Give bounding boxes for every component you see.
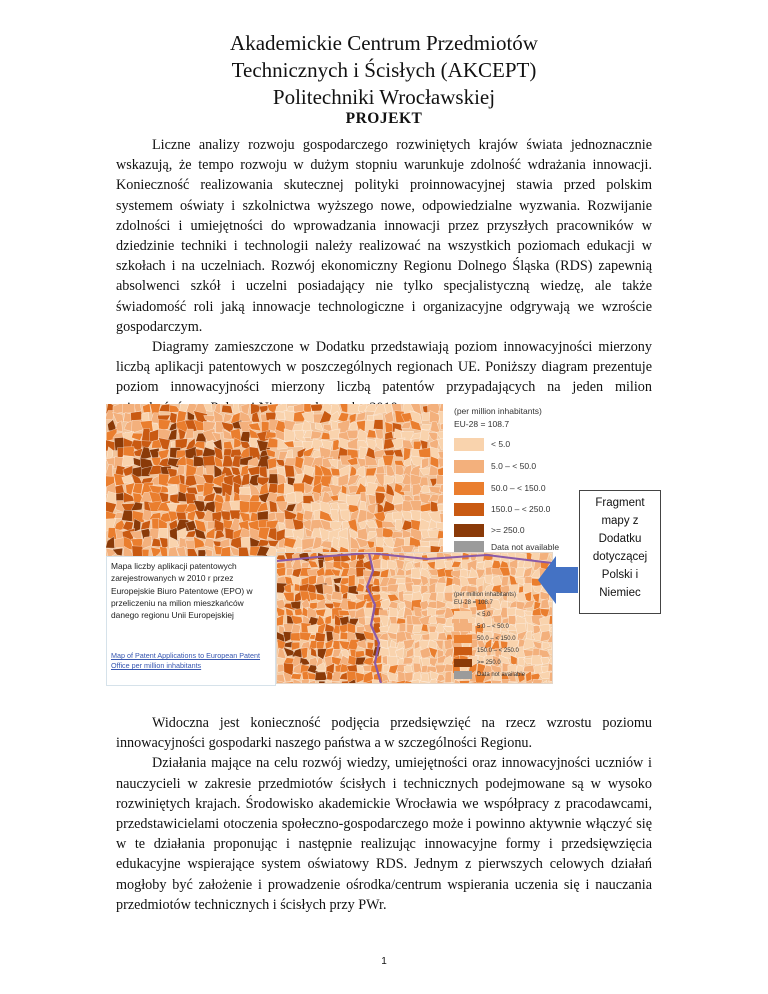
map-region (367, 531, 377, 540)
intro-text (116, 135, 652, 418)
map-region (401, 422, 412, 429)
map-region (346, 496, 360, 506)
map-region (134, 404, 141, 412)
map-region (318, 681, 325, 684)
map-region (401, 511, 411, 520)
map-region (284, 465, 294, 477)
map-region (229, 510, 240, 519)
legend-item (454, 481, 546, 495)
callout-line: dotyczącej (592, 551, 648, 563)
legend-swatch (454, 623, 472, 631)
map-region (143, 404, 151, 412)
map-region (340, 510, 349, 523)
map-region (113, 412, 124, 422)
paragraph: Widoczna jest konieczność podjęcia przedsięwzięć na rzecz wzrostu poziomu innowacyjności gospodarki naszego państwa a w szczególności Regionu. (116, 715, 652, 752)
map-region (387, 584, 399, 592)
patent-map-figure (106, 404, 666, 686)
callout-line: Fragment (595, 497, 645, 509)
legend-item (454, 437, 510, 451)
map-region (332, 649, 341, 658)
legend-label: 50.0 – < 150.0 (491, 483, 546, 493)
map-region (355, 683, 366, 684)
map-region (315, 423, 323, 431)
map-region (412, 671, 421, 681)
map-region (268, 474, 278, 484)
legend-item (454, 523, 525, 537)
map-region (249, 438, 258, 448)
map-region (220, 547, 230, 556)
map-region (315, 672, 327, 681)
map-region (418, 447, 431, 457)
map-region (451, 561, 461, 567)
legend-item (454, 658, 501, 667)
legend-label: < 5.0 (477, 611, 491, 618)
legend-item (454, 634, 516, 643)
callout-line: Polski i (601, 569, 639, 581)
paragraph: Diagramy zamieszczone w Dodatku przedstawiają poziom innowacyjności mierzony liczbą aplikacji patentowych w poszczególnych regionach UE. Poniższy diagram prezentuje poziom innowacyjności mierzony liczbą patentów przypadających na jeden milion (116, 339, 652, 396)
legend-label: 50.0 – < 150.0 (477, 635, 516, 642)
map-region (276, 615, 284, 626)
map-region (308, 560, 318, 567)
map-region (372, 559, 381, 569)
map-region (413, 663, 422, 673)
legend-swatch (454, 524, 484, 537)
map-region (215, 530, 225, 539)
map-region (158, 474, 169, 487)
title-line-3: Politechniki Wrocławskiej (272, 85, 496, 109)
map-region (240, 432, 250, 443)
legend-label: 5.0 – < 50.0 (477, 623, 509, 630)
map-region (406, 647, 414, 658)
map-region (300, 632, 311, 641)
map-caption-box (106, 556, 276, 686)
map-region (435, 623, 445, 632)
legend-label: 150.0 – < 250.0 (491, 504, 551, 514)
map-region (421, 673, 430, 682)
map-region (421, 424, 430, 430)
map-region (186, 530, 197, 537)
map-region (286, 568, 293, 576)
legend-swatch (454, 460, 484, 473)
map-region (435, 559, 446, 568)
legend-item (454, 622, 509, 631)
map-region (158, 528, 168, 538)
legend-eu-value: EU-28 = 108.7 (454, 600, 493, 606)
legend-item (454, 670, 525, 679)
document-title (0, 30, 768, 111)
map-caption-polish: Mapa liczby aplikacji patentowych zarejestrowanych w 2010 r przez Europejskie Biuro Patentowe (EPO) w przeliczeniu na milion mieszkańców danego regionu Unii Europejskiej (111, 561, 253, 621)
map-region (275, 411, 285, 420)
map-region (168, 485, 178, 496)
legend-label: 5.0 – < 50.0 (491, 461, 537, 471)
map-region (268, 458, 277, 469)
legend-item (454, 610, 491, 619)
legend-swatch (454, 659, 472, 667)
legend-item (454, 459, 536, 473)
map-region (435, 617, 446, 625)
map-region (379, 615, 388, 626)
map-region (317, 567, 326, 577)
legend-swatch (454, 503, 484, 516)
map-region (259, 406, 268, 414)
map-region (367, 430, 376, 439)
arrow-left-icon (538, 556, 578, 604)
map-region (123, 447, 135, 457)
map-region (436, 475, 443, 484)
map-region (301, 679, 309, 684)
map-region (410, 456, 423, 467)
map-region (485, 575, 493, 584)
europe-patent-map (106, 404, 443, 556)
map-region (422, 561, 429, 569)
map-region (331, 682, 340, 684)
map-region (132, 546, 143, 556)
map-region (422, 458, 429, 469)
small-map-legend (446, 592, 556, 692)
map-region (159, 546, 167, 556)
map-region (123, 413, 131, 423)
legend-item (454, 502, 550, 516)
callout-line: Dodatku (598, 533, 642, 545)
map-caption-english: Map of Patent Applications to European Patent Office per million inhabitants (111, 651, 261, 670)
map-region (225, 528, 234, 540)
legend-header: (per million inhabitants) (454, 592, 517, 598)
legend-label: 150.0 – < 250.0 (477, 647, 519, 654)
map-region (239, 512, 250, 522)
legend-swatch (454, 671, 472, 679)
legend-label: >= 250.0 (491, 525, 525, 535)
title-line-1: Akademickie Centrum Przedmiotów (230, 31, 538, 55)
map-region (331, 591, 342, 600)
map-region (294, 609, 302, 616)
map-region (403, 639, 415, 649)
map-region (348, 404, 360, 414)
map-region (311, 431, 322, 439)
map-region (152, 538, 161, 547)
map-region (438, 411, 443, 424)
map-region (360, 492, 366, 502)
map-region (372, 679, 380, 684)
legend-label: Data not available (477, 671, 526, 678)
map-region (276, 567, 286, 576)
map-region (367, 642, 374, 650)
conclusion-text (116, 713, 652, 915)
map-region (122, 404, 135, 413)
map-region (436, 522, 443, 530)
map-region (260, 467, 268, 478)
map-region (311, 648, 317, 658)
callout-box (579, 490, 661, 614)
map-region (380, 569, 389, 578)
legend-label: >= 250.0 (477, 659, 501, 666)
legend-swatch (454, 482, 484, 495)
map-region (437, 530, 443, 538)
map-region (411, 567, 421, 578)
map-region (383, 665, 390, 673)
map-region (375, 438, 383, 451)
map-region (142, 549, 149, 556)
map-region (396, 568, 405, 576)
legend-swatch (454, 647, 472, 655)
map-region (331, 468, 340, 476)
map-region (383, 455, 394, 466)
map-region (389, 607, 398, 617)
map-legend (446, 404, 576, 556)
paragraph: Działania mające na celu rozwój wiedzy, umiejętności oraz innowacyjności uczniów i nauczycieli w zakresie przedmiotów ścisłych i technicznych podejmowane są w wysoko rozwiniętych krajach. Środowisko akademickie Wrocławia we współpracy z pracodawcami, przedstawicielami otoczenia społeczno-gospodarczego może i powinno aktywnie włączyć się w te działania proponując i następnie realizując innowacyjne formy i przedsięwzięcia edukacyjne wspierające system oświatowy RDS. Jednym z pierwszych celowych działań mogłoby być założenie i prowadzenie ośrodka/centrum wspierania uczenia się i nauczania przedmiotów technicznych i ścisłych przy PWr. (116, 755, 652, 913)
map-region (384, 475, 395, 485)
map-region (267, 438, 279, 448)
legend-label: < 5.0 (491, 439, 511, 449)
map-region (348, 575, 355, 587)
map-region (384, 411, 393, 423)
map-region (122, 456, 135, 467)
title-line-2: Technicznych i Ścisłych (AKCEPT) (231, 58, 537, 82)
map-region (390, 569, 396, 577)
map-region (268, 540, 279, 546)
page-number: 1 (381, 956, 387, 967)
callout-line: Niemiec (599, 587, 641, 599)
legend-eu-value: EU-28 = 108.7 (454, 419, 510, 429)
map-region (283, 592, 294, 602)
map-region (221, 405, 232, 413)
map-region (393, 449, 403, 457)
paragraph: Liczne analizy rozwoju gospodarczego rozwiniętych krajów świata jednoznacznie wskazują, że tempo rozwoju w dużym stopniu warunkuje zdolność wdrażania innowacji. Konieczność realizowania skutecznej polityki proinnowacyjnej stawia przed polskim systemem oświaty i szkolnictwa wyższego nowe, odpowiedzialne wyzwania. Rozwijanie zdolności i umiejętności do wprowadzania innowacji przez przyszłych pracowników w dziedzinie techniki i technologii należy realizować na wszystkich poziomach edukacji w szkołach i na uczelniach. Rozwój ekonomiczny Regionu Dolnego Śląska (RDS) zapewnią absolwenci szkół i uczelni posiadający nie tylko specjalistyczną wiedzę, ale także świadomość roli jaką innowacje technologiczne i organizacyjne odgrywają we wzroście gospodarczym. (116, 137, 652, 335)
map-region (239, 547, 250, 556)
map-region (205, 549, 213, 556)
map-region (196, 449, 203, 457)
legend-swatch (454, 635, 472, 643)
legend-label: Data not available (491, 542, 560, 552)
legend-item (454, 646, 519, 655)
section-heading: PROJEKT (345, 110, 423, 127)
legend-swatch (454, 438, 484, 451)
map-region (291, 674, 302, 680)
callout-line: mapy z (601, 515, 639, 527)
legend-header: (per million inhabitants) (454, 406, 542, 416)
map-region (347, 430, 358, 439)
legend-swatch (454, 611, 472, 619)
map-region (430, 422, 440, 434)
map-region (303, 510, 313, 521)
map-region (373, 420, 383, 430)
